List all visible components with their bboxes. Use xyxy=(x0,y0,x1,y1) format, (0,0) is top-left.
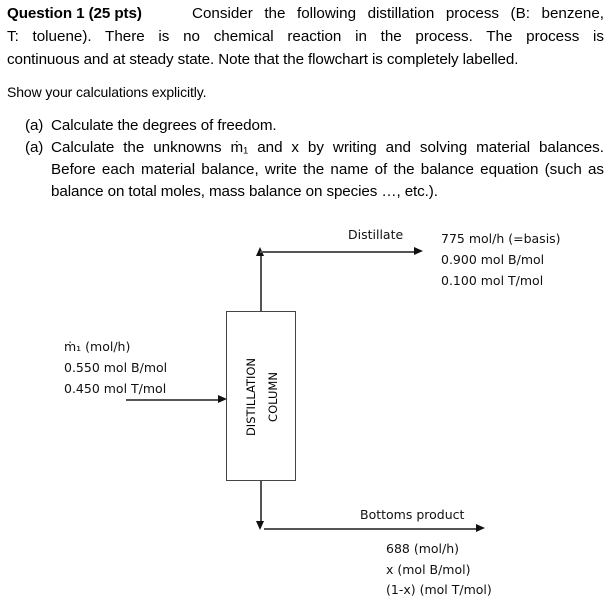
bottoms-label: Bottoms product xyxy=(360,507,465,522)
feed-toluene-fraction: 0.450 mol T/mol xyxy=(64,381,167,396)
feed-stream-line xyxy=(126,399,219,401)
bottoms-benzene-fraction: x (mol B/mol) xyxy=(386,562,471,577)
part-a-text: Calculate the degrees of freedom. xyxy=(51,117,277,134)
bottoms-down-arrow-icon xyxy=(256,521,264,530)
distillate-label: Distillate xyxy=(348,227,404,242)
question-intro-line1: Consider the following distillation process (B: benzene, xyxy=(192,5,604,22)
question-intro-line3: continuous and at steady state. Note that the flowchart is completely labelled. xyxy=(7,51,519,68)
distillate-toluene-fraction: 0.100 mol T/mol xyxy=(441,273,544,288)
question-intro-line2: T: toluene). There is no chemical reaction in the process. The process is xyxy=(7,28,604,45)
distillation-column-label xyxy=(226,311,298,483)
bottoms-right-arrow-icon xyxy=(476,524,485,532)
part-b-text-line3: balance on total moles, mass balance on species …, etc.). xyxy=(51,183,438,200)
instruction-text: Show your calculations explicitly. xyxy=(7,84,207,100)
part-a-marker: (a) xyxy=(25,117,44,134)
distillate-riser-line xyxy=(260,255,262,311)
bottoms-stream-line xyxy=(264,528,477,530)
distillate-right-arrow-icon xyxy=(414,247,423,255)
column-label-line1: DISTILLATION xyxy=(244,357,258,437)
distillate-stream-line xyxy=(260,251,415,253)
feed-flow: ṁ₁ (mol/h) xyxy=(64,339,131,354)
bottoms-flow: 688 (mol/h) xyxy=(386,541,460,556)
bottoms-drop-line xyxy=(260,481,262,522)
distillate-benzene-fraction: 0.900 mol B/mol xyxy=(441,252,545,267)
part-b-text-line2: Before each material balance, write the name of the balance equation (such as xyxy=(51,161,604,178)
feed-right-arrow-icon xyxy=(218,395,227,403)
feed-benzene-fraction: 0.550 mol B/mol xyxy=(64,360,168,375)
bottoms-toluene-fraction: (1-x) (mol T/mol) xyxy=(386,582,492,597)
question-heading: Question 1 (25 pts) xyxy=(7,5,142,22)
part-b-marker: (a) xyxy=(25,139,44,156)
distillate-flow: 775 mol/h (=basis) xyxy=(441,231,561,246)
part-b-text-line1: Calculate the unknowns ṁ₁ and x by writing and solving material balances. xyxy=(51,139,604,156)
column-label-line2: COLUMN xyxy=(266,372,280,422)
